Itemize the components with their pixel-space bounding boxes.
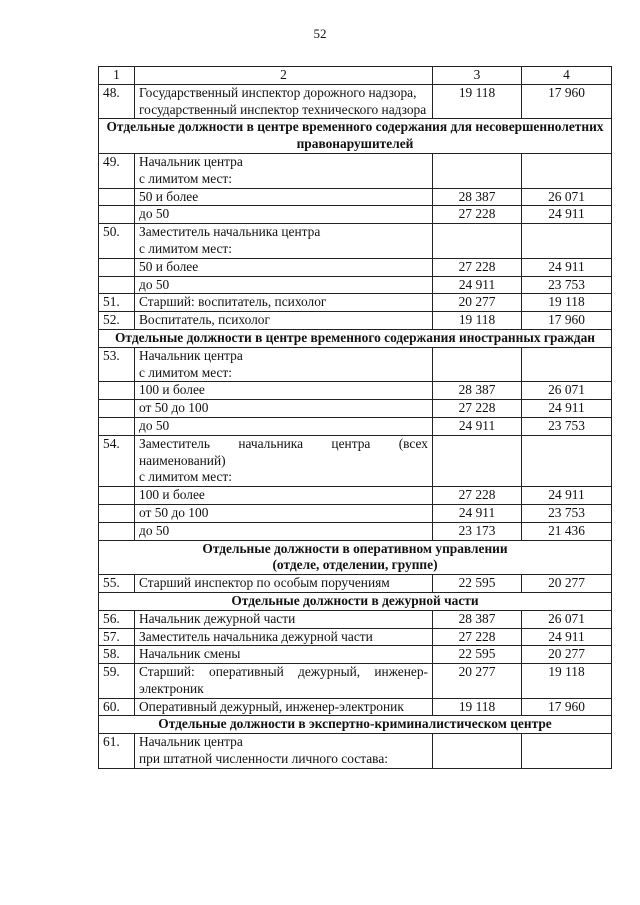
table-row xyxy=(99,84,612,119)
row-number xyxy=(99,382,135,400)
value-col3: 23 173 xyxy=(433,522,522,540)
value-col3: 28 387 xyxy=(433,610,522,628)
table-body xyxy=(99,84,612,768)
value-col3: 19 118 xyxy=(433,84,522,119)
sub-item-label: до 50 xyxy=(135,276,433,294)
section-title: Отдельные должности в центре временного содержания для несовершеннолетних правонарушителей xyxy=(99,119,612,154)
value-col4 xyxy=(522,153,612,188)
position-name: Старший инспектор по особым поручениям xyxy=(135,575,433,593)
position-name: Государственный инспектор дорожного надзора, государственный инспектор технического надзора xyxy=(135,84,433,119)
value-col3: 22 595 xyxy=(433,575,522,593)
value-col3: 27 228 xyxy=(433,487,522,505)
table-row xyxy=(99,664,612,699)
table-row xyxy=(99,224,612,259)
position-name: Заместитель начальника дежурной части xyxy=(135,628,433,646)
row-number xyxy=(99,417,135,435)
row-number: 50. xyxy=(99,224,135,259)
row-number: 60. xyxy=(99,698,135,716)
table-row xyxy=(99,628,612,646)
row-number: 56. xyxy=(99,610,135,628)
row-number xyxy=(99,487,135,505)
column-header-row xyxy=(99,67,612,85)
value-col4: 24 911 xyxy=(522,628,612,646)
row-number: 52. xyxy=(99,312,135,330)
section-title: Отдельные должности в дежурной части xyxy=(99,592,612,610)
section-header-row xyxy=(99,329,612,347)
value-col4: 24 911 xyxy=(522,487,612,505)
sub-item-label: 100 и более xyxy=(135,382,433,400)
row-number: 58. xyxy=(99,646,135,664)
position-name: Начальник дежурной части xyxy=(135,610,433,628)
sub-row xyxy=(99,522,612,540)
value-col3: 24 911 xyxy=(433,504,522,522)
row-number: 55. xyxy=(99,575,135,593)
sub-row xyxy=(99,206,612,224)
value-col4: 21 436 xyxy=(522,522,612,540)
sub-item-label: от 50 до 100 xyxy=(135,504,433,522)
row-number xyxy=(99,188,135,206)
row-number xyxy=(99,206,135,224)
value-col3 xyxy=(433,153,522,188)
position-name: Начальник центра при штатной численности личного состава: xyxy=(135,734,433,769)
row-number: 53. xyxy=(99,347,135,382)
value-col3 xyxy=(433,347,522,382)
sub-item-label: от 50 до 100 xyxy=(135,400,433,418)
table-row xyxy=(99,610,612,628)
row-number: 57. xyxy=(99,628,135,646)
value-col4: 20 277 xyxy=(522,575,612,593)
section-header-row xyxy=(99,119,612,154)
value-col3: 19 118 xyxy=(433,312,522,330)
sub-row xyxy=(99,504,612,522)
row-number: 59. xyxy=(99,664,135,699)
value-col3: 24 911 xyxy=(433,417,522,435)
row-number xyxy=(99,522,135,540)
sub-row xyxy=(99,487,612,505)
value-col3: 24 911 xyxy=(433,276,522,294)
row-number xyxy=(99,276,135,294)
table-row xyxy=(99,153,612,188)
value-col3: 19 118 xyxy=(433,698,522,716)
salary-table xyxy=(98,66,612,769)
column-header: 1 xyxy=(99,67,135,85)
sub-item-label: до 50 xyxy=(135,522,433,540)
position-name: Начальник центра с лимитом мест: xyxy=(135,153,433,188)
table-row xyxy=(99,294,612,312)
value-col3: 28 387 xyxy=(433,382,522,400)
value-col3: 22 595 xyxy=(433,646,522,664)
value-col4: 17 960 xyxy=(522,312,612,330)
section-header-row xyxy=(99,540,612,575)
section-header-row xyxy=(99,592,612,610)
position-name: Заместитель начальника центра (всех наименований) с лимитом мест: xyxy=(135,435,433,486)
row-number: 61. xyxy=(99,734,135,769)
section-title: Отдельные должности в оперативном управлении (отделе, отделении, группе) xyxy=(99,540,612,575)
value-col3: 27 228 xyxy=(433,400,522,418)
sub-row xyxy=(99,417,612,435)
row-number: 51. xyxy=(99,294,135,312)
value-col4: 20 277 xyxy=(522,646,612,664)
column-header: 2 xyxy=(135,67,433,85)
value-col4: 23 753 xyxy=(522,504,612,522)
table-row xyxy=(99,312,612,330)
value-col3 xyxy=(433,435,522,486)
value-col3: 27 228 xyxy=(433,258,522,276)
value-col3: 20 277 xyxy=(433,294,522,312)
value-col3: 27 228 xyxy=(433,628,522,646)
table-row xyxy=(99,698,612,716)
row-number xyxy=(99,504,135,522)
row-number: 54. xyxy=(99,435,135,486)
value-col3: 20 277 xyxy=(433,664,522,699)
sub-row xyxy=(99,400,612,418)
position-name: Воспитатель, психолог xyxy=(135,312,433,330)
table-row xyxy=(99,646,612,664)
value-col4: 23 753 xyxy=(522,417,612,435)
value-col4: 17 960 xyxy=(522,698,612,716)
value-col4: 24 911 xyxy=(522,258,612,276)
value-col4: 23 753 xyxy=(522,276,612,294)
section-title: Отдельные должности в экспертно-криминалистическом центре xyxy=(99,716,612,734)
sub-row xyxy=(99,258,612,276)
sub-item-label: 100 и более xyxy=(135,487,433,505)
value-col4: 24 911 xyxy=(522,206,612,224)
value-col3: 27 228 xyxy=(433,206,522,224)
sub-item-label: 50 и более xyxy=(135,258,433,276)
sub-item-label: до 50 xyxy=(135,206,433,224)
sub-row xyxy=(99,276,612,294)
value-col4: 24 911 xyxy=(522,400,612,418)
value-col3 xyxy=(433,734,522,769)
column-header: 3 xyxy=(433,67,522,85)
value-col4: 19 118 xyxy=(522,664,612,699)
value-col3: 28 387 xyxy=(433,188,522,206)
table-row xyxy=(99,575,612,593)
sub-row xyxy=(99,382,612,400)
position-name: Начальник центра с лимитом мест: xyxy=(135,347,433,382)
value-col4: 26 071 xyxy=(522,382,612,400)
table-row xyxy=(99,435,612,486)
page-number: 52 xyxy=(313,26,327,41)
table-row xyxy=(99,347,612,382)
sub-item-label: до 50 xyxy=(135,417,433,435)
value-col4 xyxy=(522,347,612,382)
value-col4: 26 071 xyxy=(522,610,612,628)
section-header-row xyxy=(99,716,612,734)
position-name: Оперативный дежурный, инженер-электроник xyxy=(135,698,433,716)
value-col4 xyxy=(522,734,612,769)
row-number: 49. xyxy=(99,153,135,188)
sub-row xyxy=(99,188,612,206)
value-col4 xyxy=(522,224,612,259)
row-number: 48. xyxy=(99,84,135,119)
sub-item-label: 50 и более xyxy=(135,188,433,206)
value-col3 xyxy=(433,224,522,259)
position-name: Начальник смены xyxy=(135,646,433,664)
value-col4 xyxy=(522,435,612,486)
value-col4: 17 960 xyxy=(522,84,612,119)
value-col4: 19 118 xyxy=(522,294,612,312)
row-number xyxy=(99,400,135,418)
value-col4: 26 071 xyxy=(522,188,612,206)
position-name: Старший: воспитатель, психолог xyxy=(135,294,433,312)
row-number xyxy=(99,258,135,276)
position-name: Заместитель начальника центра с лимитом мест: xyxy=(135,224,433,259)
position-name: Старший: оперативный дежурный, инженер-электроник xyxy=(135,664,433,699)
section-title: Отдельные должности в центре временного содержания иностранных граждан xyxy=(99,329,612,347)
column-header: 4 xyxy=(522,67,612,85)
table-row xyxy=(99,734,612,769)
